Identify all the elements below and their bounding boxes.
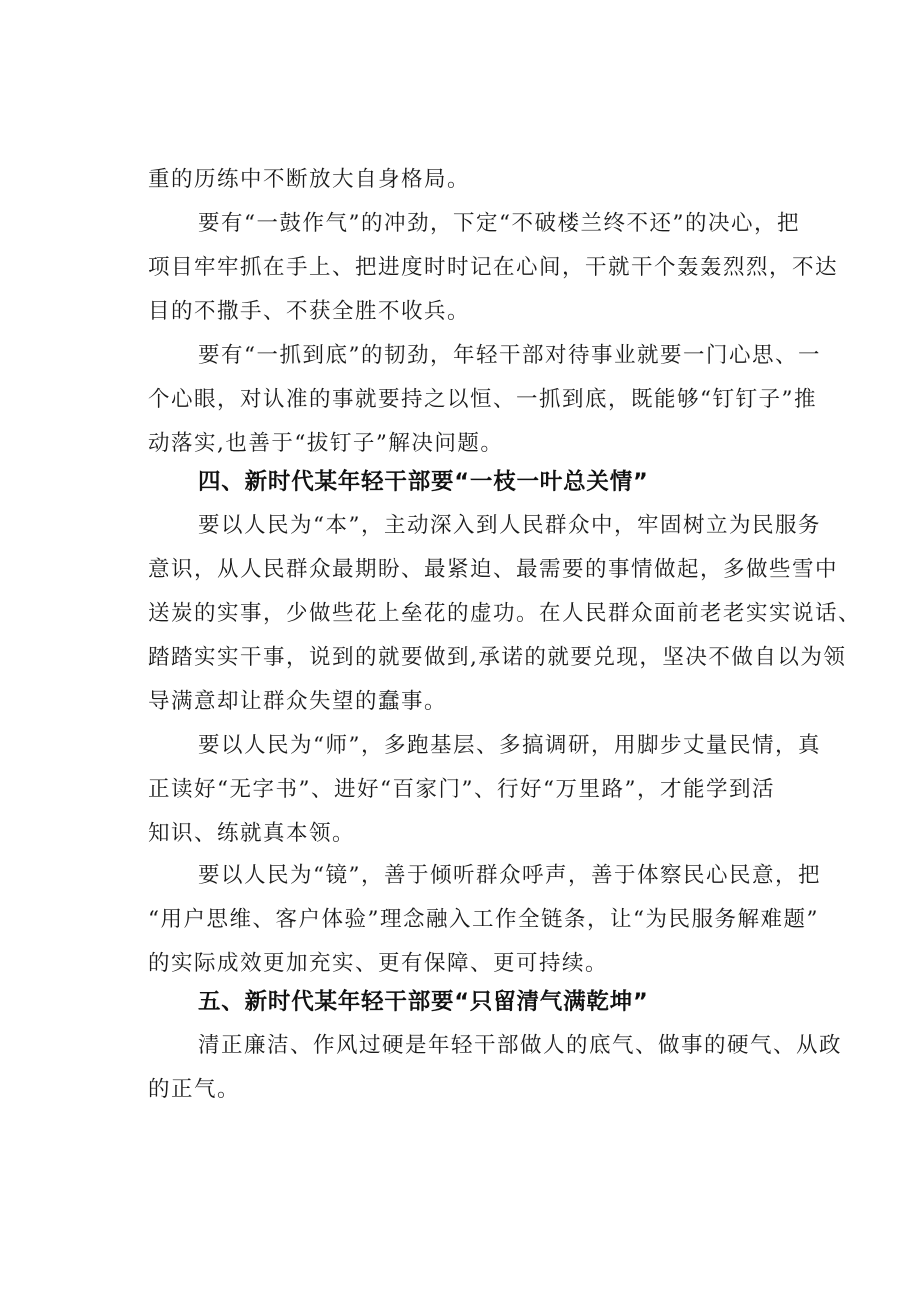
paragraph-line: 个心眼，对认准的事就要持之以恒、一抓到底，既能够“钉钉子”推 xyxy=(148,387,817,412)
paragraph-line: 导满意却让群众失望的蠢事。 xyxy=(148,689,448,714)
paragraph-line: 踏踏实实干事，说到的就要做到,承诺的就要兑现，坚决不做自以为领 xyxy=(148,645,847,670)
paragraph-line: 要有“一抓到底”的韧劲，年轻干部对待事业就要一门心思、一 xyxy=(198,343,821,368)
paragraph-line: 重的历练中不断放大自身格局。 xyxy=(148,167,471,192)
paragraph-line: 正读好“无字书”、进好“百家门”、行好“万里路”，才能学到活 xyxy=(148,777,775,802)
paragraph-line: 知识、练就真本领。 xyxy=(148,821,356,846)
paragraph-line: 项目牢牢抓在手上、把进度时时记在心间，干就干个轰轰烈烈，不达 xyxy=(148,255,839,280)
paragraph-line: 意识，从人民群众最期盼、最紧迫、最需要的事情做起，多做些雪中 xyxy=(148,557,839,582)
paragraph-line: 目的不撒手、不获全胜不收兵。 xyxy=(148,299,471,324)
paragraph-line: 的实际成效更加充实、更有保障、更可持续。 xyxy=(148,951,609,976)
paragraph-line: 要以人民为“师”，多跑基层、多搞调研，用脚步丈量民情，真 xyxy=(198,733,821,758)
paragraph-line: 要以人民为“镜”，善于倾听群众呼声，善于体察民心民意，把 xyxy=(198,863,821,888)
section-heading: 五、新时代某年轻干部要“只留清气满乾坤” xyxy=(198,989,649,1015)
paragraph-line: 动落实,也善于“拔钉子”解决问题。 xyxy=(148,431,504,456)
paragraph-line: 要以人民为“本”，主动深入到人民群众中，牢固树立为民服务 xyxy=(198,513,821,538)
paragraph-line: 要有“一鼓作气”的冲劲，下定“不破楼兰终不还”的决心，把 xyxy=(198,211,800,236)
paragraph-line: 的正气。 xyxy=(148,1077,241,1102)
paragraph-line: 送炭的实事，少做些花上垒花的虚功。在人民群众面前老老实实说话、 xyxy=(148,601,862,626)
section-heading: 四、新时代某年轻干部要“一枝一叶总关情” xyxy=(198,469,649,495)
paragraph-line: “用户思维、客户体验”理念融入工作全链条，让“为民服务解难题” xyxy=(148,907,819,932)
paragraph-line: 清正廉洁、作风过硬是年轻干部做人的底气、做事的硬气、从政 xyxy=(198,1033,843,1058)
